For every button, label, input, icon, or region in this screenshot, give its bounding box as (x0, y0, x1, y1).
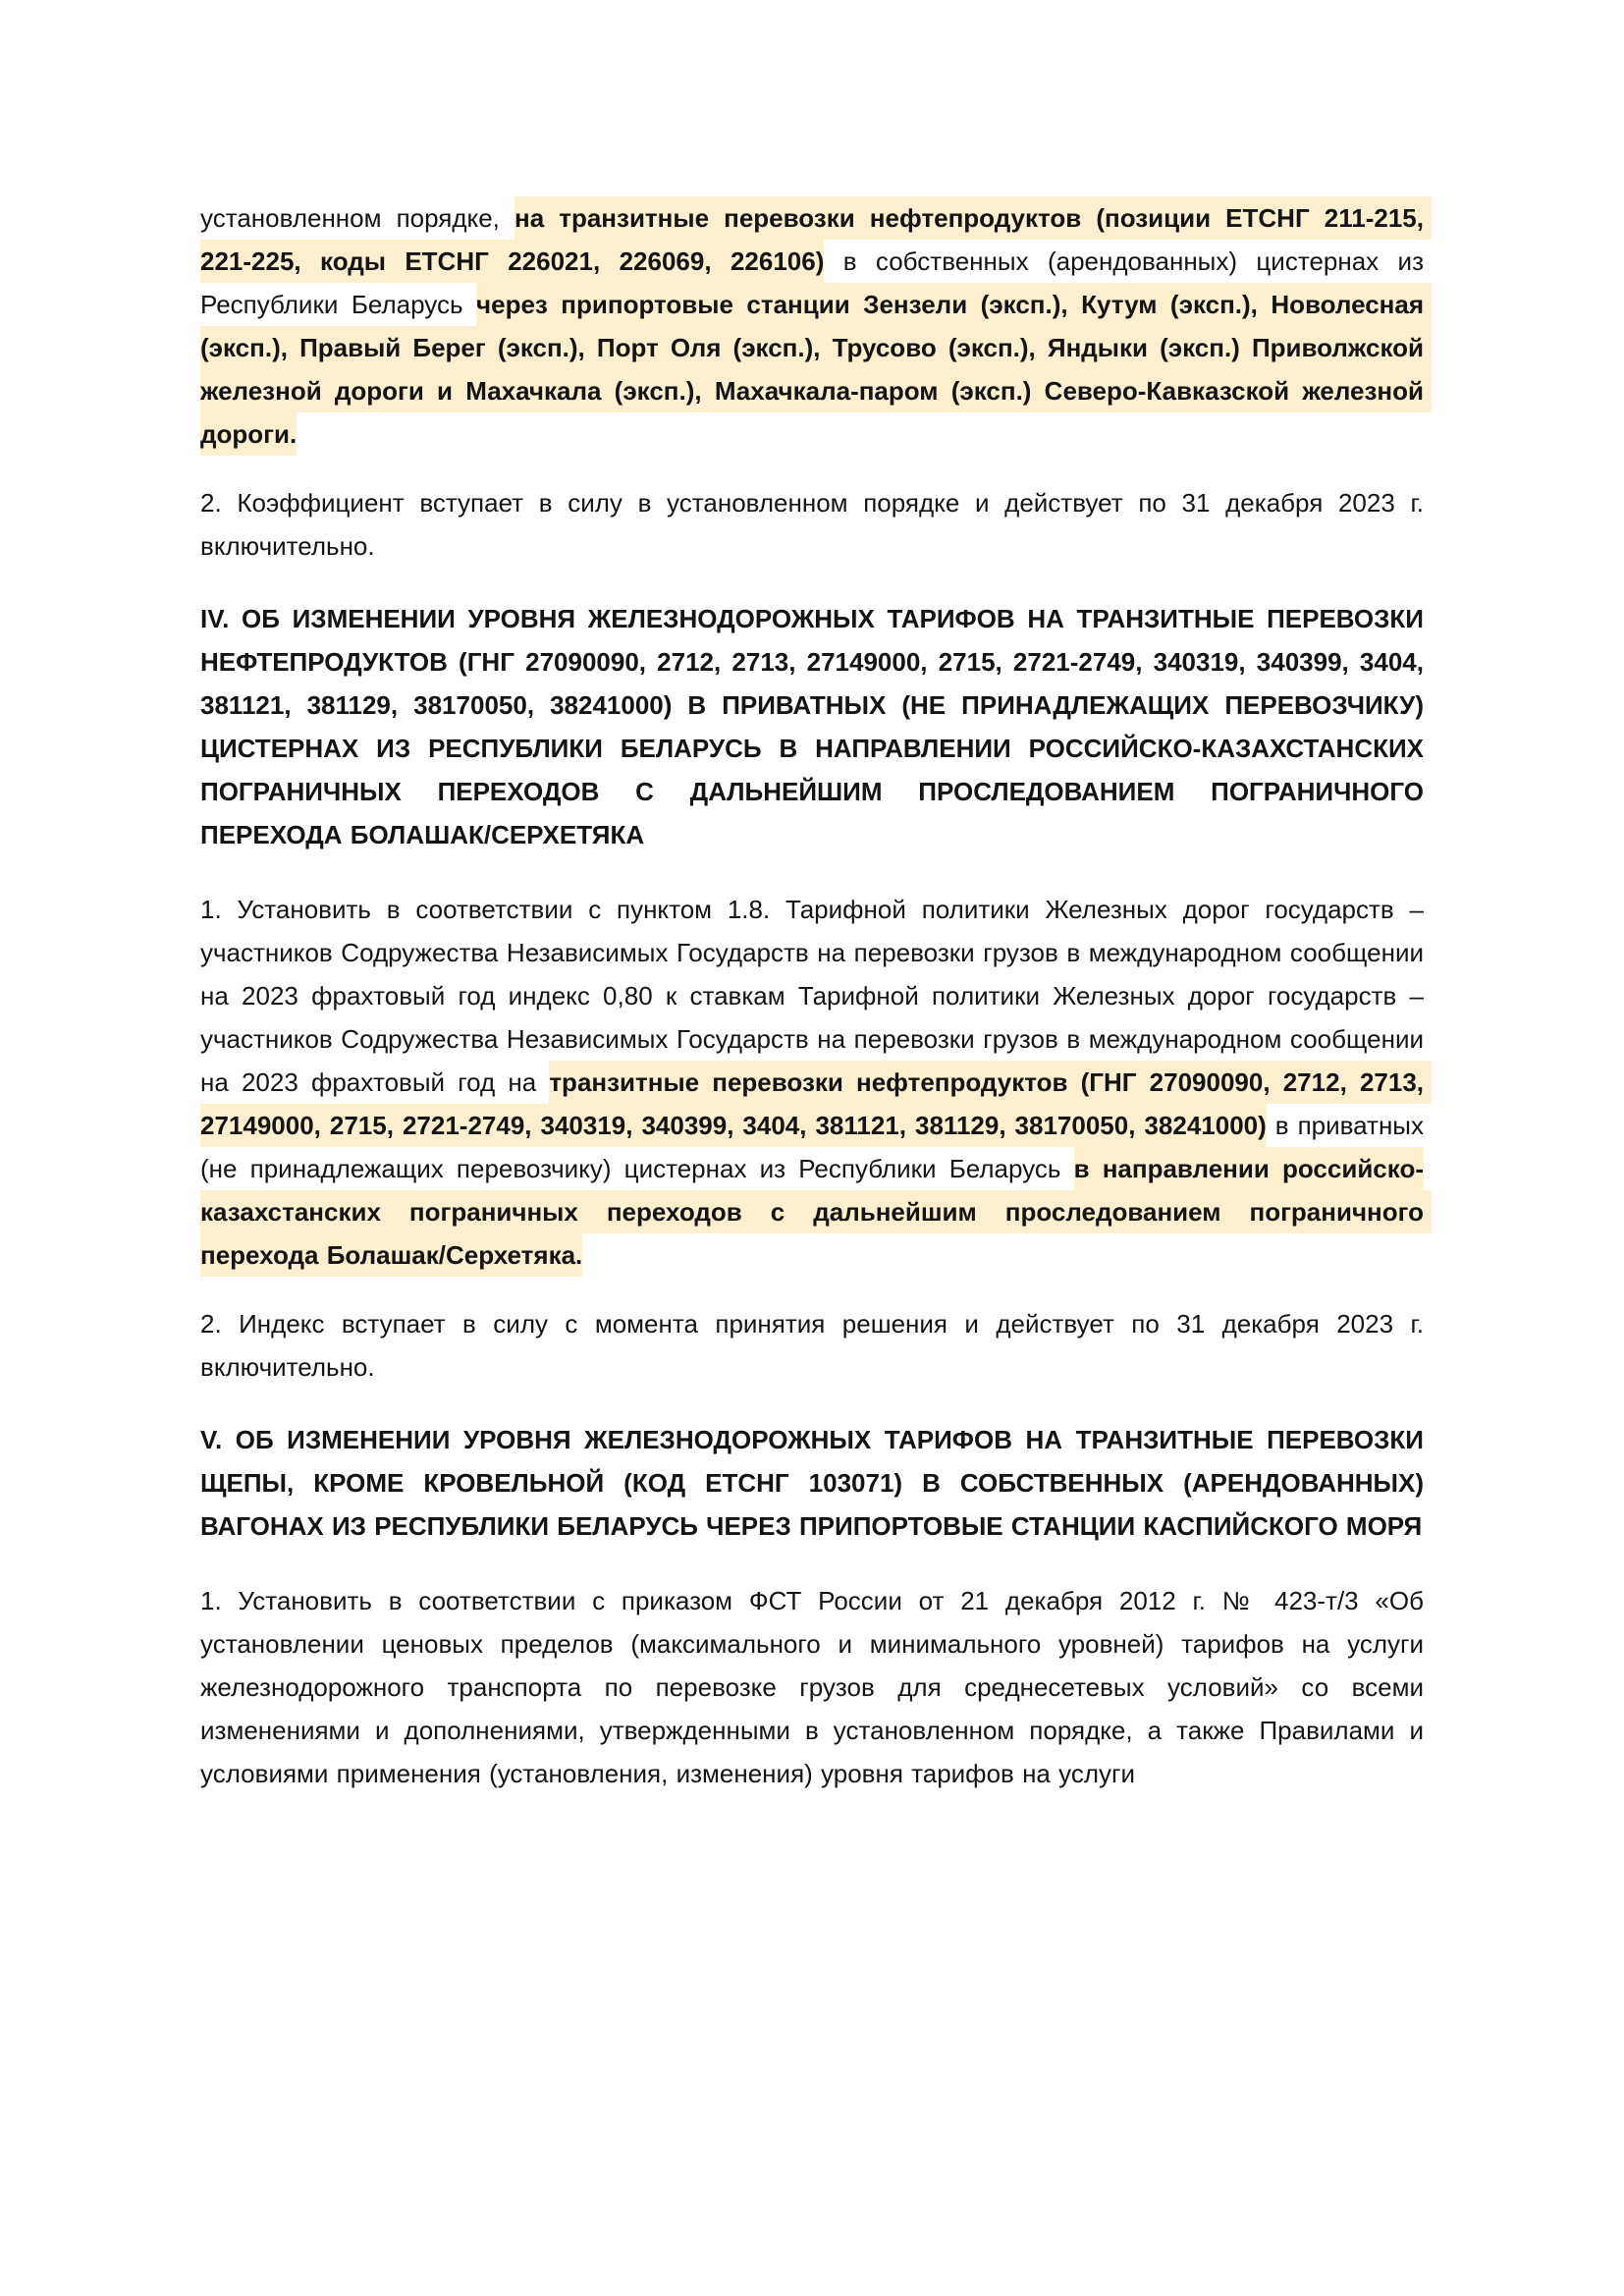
text-run: V. ОБ ИЗМЕНЕНИИ УРОВНЯ ЖЕЛЕЗНОДОРОЖНЫХ ТАРИФОВ НА ТРАНЗИТНЫЕ ПЕРЕВОЗКИ ЩЕПЫ, КРОМЕ КРОВЕЛЬНОЙ (КОД ЕТСНГ 103071) В СОБСТВЕННЫХ (АРЕНДОВАННЫХ) ВАГОНАХ ИЗ РЕСПУБЛИКИ БЕЛАРУСЬ ЧЕРЕЗ ПРИПОРТОВЫЕ СТАНЦИИ КАСПИЙСКОГО МОРЯ (200, 1425, 1433, 1541)
text-run: 1. Установить в соответствии с приказом ФСТ России от 21 декабря 2012 г. № 423-т/3 «Об установлении ценовых пределов (максимального и минимального уровней) тарифов на услуги железнодорожного транспорта по перевозке грузов для среднесетевых условий» со всеми изменениями и дополнениями, утвержденными в установленном порядке, а также Правилами и условиями применения (установления, изменения) уровня тарифов на услуги (200, 1586, 1433, 1788)
text-run: 1. Установить в соответствии с пунктом 1.8. Тарифной политики Железных дорог государств – участников Содружества Независимых Государств на перевозки грузов в международном сообщении на 2023 фрахтовый год индекс 0,80 к ставкам Тарифной политики Железных дорог государств – участников Содружества Независимых Государств на перевозки грузов в международном сообщении на 2023 фрахтовый год на (200, 895, 1433, 1097)
text-run: 2. Коэффициент вступает в силу в установленном порядке и действует по 31 декабря 2023 г. включительно. (200, 488, 1433, 561)
paragraph-fst-order (200, 1579, 1433, 1795)
highlighted-text-run: транзитные перевозки нефтепродуктов (ГНГ 27090090, 2712, 2713, 27149000, 2715, 2721-2749, 340319, 340399, 3404, 381121, 381129, 38170050, 38241000) (200, 1061, 1432, 1147)
paragraph-index-iv (200, 888, 1433, 1277)
text-run: в приватных (не принадлежащих перевозчику) цистернах из Республики Беларусь (200, 1111, 1433, 1183)
highlighted-text-run: через припортовые станции Зензели (эксп.), Кутум (эксп.), Новолесная (эксп.), Правый Берег (эксп.), Порт Оля (эксп.), Трусово (эксп.), Яндыки (эксп.) Приволжской железной дороги и Махачкала (эксп.), Махачкала-паром (эксп.) Северо-Кавказской железной дороги. (200, 283, 1432, 456)
highlighted-text-run: на транзитные перевозки нефтепродуктов (позиции ЕТСНГ 211-215, 221-225, коды ЕТСНГ 226021, 226069, 226106) (200, 196, 1432, 283)
text-run: 2. Индекс вступает в силу с момента принятия решения и действует по 31 декабря 2023 г. включительно. (200, 1309, 1433, 1382)
paragraph-coefficient-scope (200, 196, 1433, 456)
heading-section-iv (200, 597, 1433, 856)
text-run: IV. ОБ ИЗМЕНЕНИИ УРОВНЯ ЖЕЛЕЗНОДОРОЖНЫХ ТАРИФОВ НА ТРАНЗИТНЫЕ ПЕРЕВОЗКИ НЕФТЕПРОДУКТОВ (ГНГ 27090090, 2712, 2713, 27149000, 2715, 2721-2749, 340319, 340399, 3404, 381121, 381129, 38170050, 38241000) В ПРИВАТНЫХ (НЕ ПРИНАДЛЕЖАЩИХ ПЕРЕВОЗЧИКУ) ЦИСТЕРНАХ ИЗ РЕСПУБЛИКИ БЕЛАРУСЬ В НАПРАВЛЕНИИ РОССИЙСКО-КАЗАХСТАНСКИХ ПОГРАНИЧНЫХ ПЕРЕХОДОВ С ДАЛЬНЕЙШИМ ПРОСЛЕДОВАНИЕМ ПОГРАНИЧНОГО ПЕРЕХОДА БОЛАШАК/СЕРХЕТЯКА (200, 604, 1433, 849)
page-content (200, 196, 1433, 1795)
highlighted-text-run: в направлении российско-казахстанских пограничных переходов с дальнейшим проследованием пограничного перехода Болашак/Серхетяка. (200, 1147, 1432, 1277)
paragraph-coefficient-validity (200, 481, 1433, 568)
paragraph-index-validity (200, 1302, 1433, 1389)
heading-section-v (200, 1418, 1433, 1548)
text-run: в собственных (арендованных) цистернах из Республики Беларусь (200, 246, 1433, 319)
text-run: установленном порядке, (200, 203, 514, 233)
